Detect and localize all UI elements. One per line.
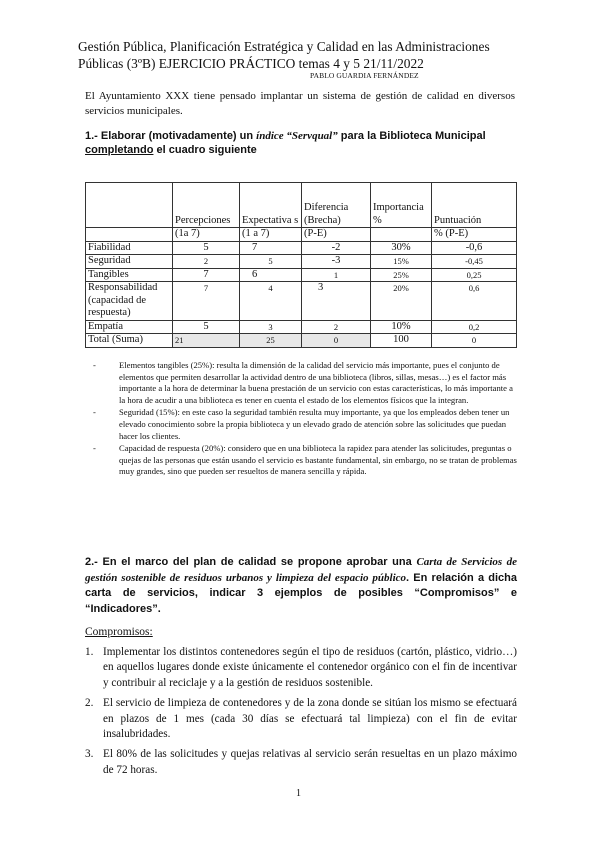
row-label: Empatía <box>86 320 173 334</box>
header-title-line1: Gestión Pública, Planificación Estratégica y Calidad en las Administraciones <box>78 39 490 54</box>
header-cell: Importancia % <box>371 183 432 228</box>
q1-middle: para la Biblioteca Municipal <box>337 130 486 142</box>
cell-gap: 1 <box>302 268 371 282</box>
cell-perception: 5 <box>173 241 240 255</box>
item-text: El servicio de limpieza de contenedores y de la zona donde se sitúan los mismo se efectuará en plazos de 1 mes (cada 30 días se efectuará tal limpieza) con el fin de evitar insalubridades. <box>103 697 517 741</box>
note-text: Seguridad (15%): en este caso la seguridad también resulta muy importante, ya que los empleados deben tener un elevado conocimiento sobre la propia biblioteca y un elevado grado de atención sobre las solicitudes que puedan hacer los clientes. <box>119 407 510 441</box>
q1-underlined: completando <box>85 144 154 156</box>
cell-perception: 2 <box>173 255 240 269</box>
table-row <box>86 320 517 334</box>
subheader-cell: (1 a 7) <box>240 228 302 242</box>
subheader-cell: (P-E) <box>302 228 371 242</box>
list-item <box>85 747 517 778</box>
cell-score: -0,6 <box>432 241 517 255</box>
header-cell: Puntuación <box>432 183 517 228</box>
row-label: Tangibles <box>86 268 173 282</box>
cell-score: -0,45 <box>432 255 517 269</box>
list-item <box>85 696 517 742</box>
subheader-cell: % (P-E) <box>432 228 517 242</box>
cell-score: 0,2 <box>432 320 517 334</box>
cell-gap: 3 <box>302 282 371 321</box>
bullet: - <box>93 407 96 418</box>
table-row <box>86 241 517 255</box>
cell-perception: 5 <box>173 320 240 334</box>
q2-italic: Carta de Servicios de gestión sostenible de residuos urbanos y limpieza del espacio público <box>85 556 517 584</box>
cell-gap: -3 <box>302 255 371 269</box>
cell-importance: 20% <box>371 282 432 321</box>
header-cell: Percepciones <box>173 183 240 228</box>
cell-importance: 10% <box>371 320 432 334</box>
compromisos-list <box>85 645 517 783</box>
q2-prefix: 2.- En el marco del plan de calidad se propone aprobar una <box>85 556 417 568</box>
bullet: - <box>93 443 96 454</box>
header-cell: Expectativa s <box>240 183 302 228</box>
cell-perception: 7 <box>173 268 240 282</box>
question-1 <box>85 129 515 157</box>
row-label: Fiabilidad <box>86 241 173 255</box>
cell-gap: 0 <box>302 334 371 348</box>
q1-prefix: 1.- Elaborar (motivadamente) un <box>85 130 257 142</box>
row-label: Responsabilidad (capacidad de respuesta) <box>86 282 173 321</box>
cell-perception: 21 <box>173 334 240 348</box>
table-subheader-row <box>86 228 517 242</box>
cell-importance: 30% <box>371 241 432 255</box>
item-number: 3. <box>85 748 94 761</box>
cell-expectation: 7 <box>240 241 302 255</box>
author-name: PABLO GUARDIA FERNÁNDEZ <box>310 71 419 80</box>
document-header <box>78 38 548 72</box>
note-text: Capacidad de respuesta (20%): considero que en una biblioteca la rapidez para atender las solicitudes, preguntas o quejas de las personas que están usando el servicio es bastante fundamental, sin embargo, no se tratan de problemas muy grandes, sino que pueden ser resueltos de manera sencilla y rápida. <box>119 443 517 477</box>
table-header-row <box>86 183 517 228</box>
cell-expectation: 25 <box>240 334 302 348</box>
bullet: - <box>93 360 96 370</box>
table-row <box>86 268 517 282</box>
cell-score: 0 <box>432 334 517 348</box>
cell-importance: 25% <box>371 268 432 282</box>
row-label: Total (Suma) <box>86 334 173 348</box>
item-number: 2. <box>85 697 94 710</box>
q1-italic: índice “Servqual” <box>256 130 338 142</box>
note-text: Elementos tangibles (25%): resulta la dimensión de la calidad del servicio más importante, pues el conjunto de elementos que permiten desarrollar la actividad dentro de una biblioteca (libros, sillas, mesas…) es el factor más importante a la hora de determinar la buena prestación de un servicio con estas características, lo más importante a la hora de acudir a una biblioteca es tener en cuenta el estado de los elementos físicos que la integran. <box>119 360 513 405</box>
row-label: Seguridad <box>86 255 173 269</box>
q2-suffix: . En relación a dicha carta de servicios, indicar 3 ejemplos de posibles “Compromisos” e “Indicadores”. <box>85 571 517 615</box>
table-row <box>86 282 517 321</box>
header-cell: Diferencia (Brecha) <box>302 183 371 228</box>
intro-paragraph: El Ayuntamiento XXX tiene pensado implantar un sistema de gestión de calidad en diversos servicios municipales. <box>85 90 515 117</box>
cell-gap: 2 <box>302 320 371 334</box>
subheader-cell <box>86 228 173 242</box>
cell-expectation: 6 <box>240 268 302 282</box>
cell-perception: 7 <box>173 282 240 321</box>
subheader-cell: (1a 7) <box>173 228 240 242</box>
table-total-row <box>86 334 517 348</box>
header-cell <box>86 183 173 228</box>
subheader-cell <box>371 228 432 242</box>
cell-gap: -2 <box>302 241 371 255</box>
notes-list <box>93 360 518 479</box>
servqual-table <box>85 182 517 348</box>
compromisos-title: Compromisos: <box>85 626 153 638</box>
cell-score: 0,6 <box>432 282 517 321</box>
list-item <box>93 443 518 478</box>
list-item <box>93 407 518 442</box>
list-item <box>85 645 517 691</box>
item-number: 1. <box>85 646 94 658</box>
cell-score: 0,25 <box>432 268 517 282</box>
q1-suffix: el cuadro siguiente <box>153 144 257 156</box>
cell-importance: 100 <box>371 334 432 348</box>
item-text: El 80% de las solicitudes y quejas relativas al servicio serán resueltas en un plazo máximo de 72 horas. <box>103 748 517 776</box>
header-title-line2: Públicas (3ºB) EJERCICIO PRÁCTICO temas 4 y 5 21/11/2022 <box>78 56 424 71</box>
page-number: 1 <box>296 788 301 799</box>
cell-expectation: 5 <box>240 255 302 269</box>
table-row <box>86 255 517 269</box>
question-2 <box>85 555 517 617</box>
cell-expectation: 3 <box>240 320 302 334</box>
cell-expectation: 4 <box>240 282 302 321</box>
list-item <box>93 360 518 406</box>
item-text: Implementar los distintos contenedores según el tipo de residuos (cartón, plástico, vidrio…) en aquellos lugares donde existe únicamente el contenedor orgánico con el fin de incentivar y contribuir al reciclaje y a la gestión de residuos sostenible. <box>103 646 517 689</box>
cell-importance: 15% <box>371 255 432 269</box>
